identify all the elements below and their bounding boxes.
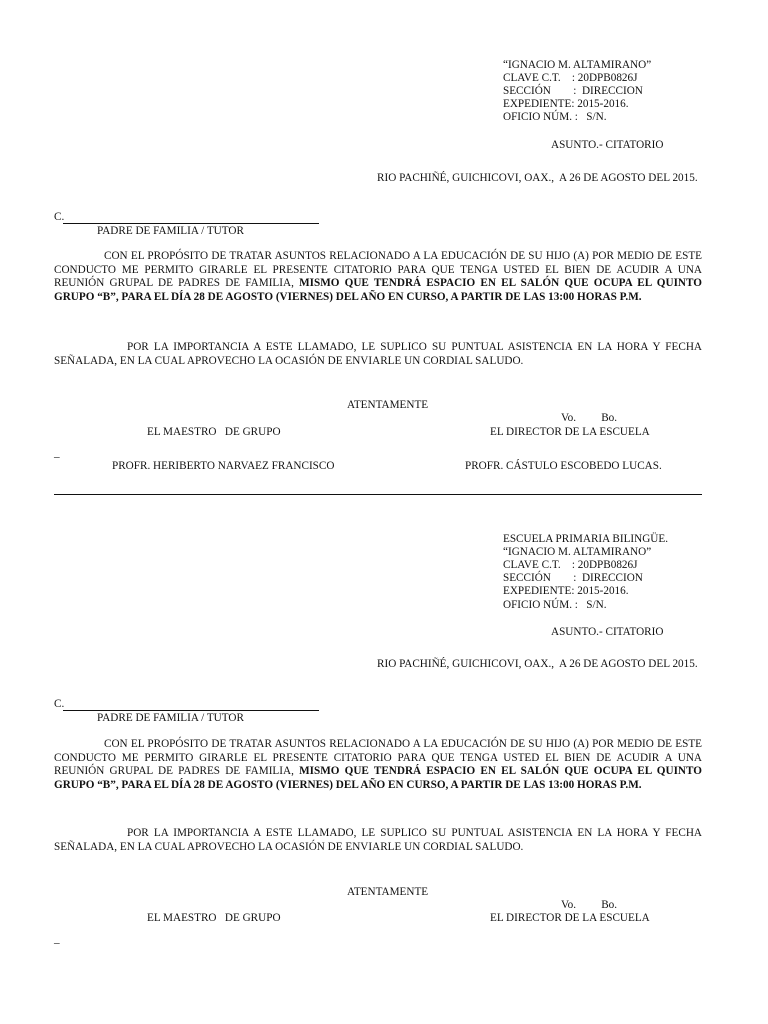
addressee-line [63,710,319,711]
signature-dash: _ [54,933,60,945]
director-title: EL DIRECTOR DE LA ESCUELA [490,912,650,924]
oficio-num: OFICIO NÚM. : S/N. [503,111,607,123]
body-text: POR LA IMPORTANCIA A ESTE LLAMADO, LE SUPLICO SU PUNTUAL ASISTENCIA EN LA HORA Y FECHA SEÑALADA, EN LA CUAL APROVECHO LA OCASIÓN DE ENVIARLE UN CORDIAL SALUDO. [54,341,702,367]
closing: ATENTAMENTE [347,886,429,898]
body-text: CON EL PROPÓSITO DE TRATAR ASUNTOS RELACIONADO A LA EDUCACIÓN DE SU HIJO (A) POR MEDIO DE ESTE CONDUCTO ME PERMITO GIRARLE EL PRESENTE CITATORIO PARA QUE TENGA USTED EL BIEN DE ACUDIR A UNA REUNIÓN GRUPAL DE PADRES DE FAMILIA, [54,738,702,778]
school-type: ESCUELA PRIMARIA BILINGÜE. [503,533,669,545]
asunto: ASUNTO.- CITATORIO [551,626,664,638]
teacher-title: EL MAESTRO DE GRUPO [147,426,281,438]
body-paragraph-2 [54,827,702,854]
oficio-num: OFICIO NÚM. : S/N. [503,599,607,611]
addressee-line [63,223,319,224]
expediente: EXPEDIENTE: 2015-2016. [503,98,629,110]
school-name: “IGNACIO M. ALTAMIRANO” [503,546,652,558]
vobo: Vo. Bo. [561,412,618,424]
signature-dash: _ [54,447,60,459]
clave-ct: CLAVE C.T. : 20DPB0826J [503,559,638,571]
cut-line-divider [54,494,702,495]
body-paragraph-1 [54,250,702,305]
vobo: Vo. Bo. [561,899,618,911]
place-date: RIO PACHIÑÉ, GUICHICOVI, OAX., A 26 DE AGOSTO DEL 2015. [377,172,698,184]
expediente: EXPEDIENTE: 2015-2016. [503,585,629,597]
seccion: SECCIÓN : DIRECCION [503,572,643,584]
seccion: SECCIÓN : DIRECCION [503,85,643,97]
place-date: RIO PACHIÑÉ, GUICHICOVI, OAX., A 26 DE AGOSTO DEL 2015. [377,658,698,670]
director-title: EL DIRECTOR DE LA ESCUELA [490,426,650,438]
director-name: PROFR. CÁSTULO ESCOBEDO LUCAS. [465,460,662,472]
body-text: POR LA IMPORTANCIA A ESTE LLAMADO, LE SUPLICO SU PUNTUAL ASISTENCIA EN LA HORA Y FECHA SEÑALADA, EN LA CUAL APROVECHO LA OCASIÓN DE ENVIARLE UN CORDIAL SALUDO. [54,827,702,853]
clave-ct: CLAVE C.T. : 20DPB0826J [503,72,638,84]
teacher-title: EL MAESTRO DE GRUPO [147,912,281,924]
addressee-label: PADRE DE FAMILIA / TUTOR [97,712,244,724]
body-bold-text: MISMO QUE TENDRÁ ESPACIO EN EL SALÓN QUE OCUPA EL QUINTO GRUPO “B”, PARA EL DÍA 28 DE AGOSTO (VIERNES) DEL AÑO EN CURSO, A PARTIR DE LAS 13:00 HORAS P.M. [54,765,702,792]
asunto: ASUNTO.- CITATORIO [551,139,664,151]
closing: ATENTAMENTE [347,399,429,411]
body-paragraph-1 [54,738,702,793]
teacher-name: PROFR. HERIBERTO NARVAEZ FRANCISCO [112,460,335,472]
school-name: “IGNACIO M. ALTAMIRANO” [503,59,652,71]
body-text: CON EL PROPÓSITO DE TRATAR ASUNTOS RELACIONADO A LA EDUCACIÓN DE SU HIJO (A) POR MEDIO DE ESTE CONDUCTO ME PERMITO GIRARLE EL PRESENTE CITATORIO PARA QUE TENGA USTED EL BIEN DE ACUDIR A UNA REUNIÓN GRUPAL DE PADRES DE FAMILIA, [54,250,702,290]
addressee-prefix: C. [54,211,65,223]
body-paragraph-2 [54,341,702,368]
addressee-label: PADRE DE FAMILIA / TUTOR [97,225,244,237]
addressee-prefix: C. [54,698,65,710]
body-bold-text: MISMO QUE TENDRÁ ESPACIO EN EL SALÓN QUE OCUPA EL QUINTO GRUPO “B”, PARA EL DÍA 28 DE AGOSTO (VIERNES) DEL AÑO EN CURSO, A PARTIR DE LAS 13:00 HORAS P.M. [54,277,702,304]
